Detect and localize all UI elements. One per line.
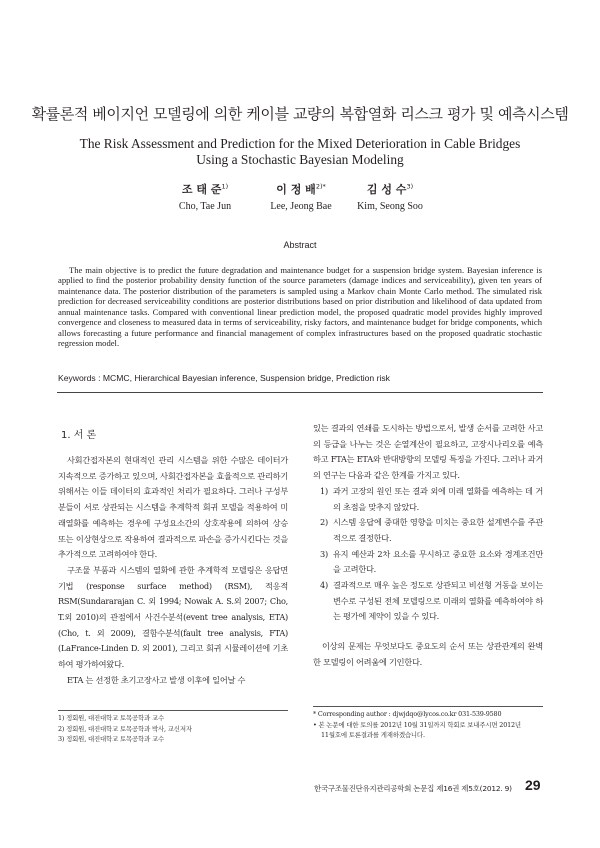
title-en-line-1: The Risk Assessment and Prediction for the Mixed Deterioration in Cable Bridges xyxy=(79,136,521,151)
author-name-en: Kim, Seong Soo xyxy=(357,201,423,212)
paper-title-english xyxy=(0,136,600,168)
paper-title-korean: 확률론적 베이지언 모델링에 의한 케이블 교량의 복합열화 리스크 평가 및 예측시스템 xyxy=(31,105,569,123)
limitations-list xyxy=(313,484,543,625)
list-number: 3) xyxy=(320,548,328,559)
discussion-note: • 본 논문에 대한 토의를 2012년 10월 31일까지 학회로 보내주시면 2012년 xyxy=(313,720,521,729)
body-paragraph: ETA 는 선정한 초기고장사고 발생 이후에 일어날 수 xyxy=(67,674,246,685)
footnote-divider-right xyxy=(313,706,543,707)
keywords-line xyxy=(58,373,542,383)
footnote-divider-left xyxy=(58,710,288,711)
section-heading: 1. 서 론 xyxy=(61,430,97,441)
list-item xyxy=(313,515,543,546)
author-name-ko: 조 태 준 xyxy=(181,183,222,196)
title-en-line-2: Using a Stochastic Bayesian Modeling xyxy=(196,152,404,167)
body-paragraph: 사회간접자본의 현대적인 관리 시스템을 위한 수많은 데이터가 지속적으로 증가하고 있으며, 사회간접자본을 효율적으로 관리하기 위해서는 이들 데이터의 효과적인 처리가 필요하다. 그러나 구성부분들이 서로 상관되는 시스템을 추계학적 회귀 모델을 적용하여 미래열화를 예측하는 경우에 구성요소간의 상호작용에 의하여 상승 또는 이상현상으로 작용하여 결과적으로 파손을 증가시킨다는 것을 추가적으로 고려하여야 한다. xyxy=(58,455,288,560)
discussion-note-cont: 11월호에 토론결과를 게재하겠습니다. xyxy=(321,731,425,739)
list-number: 4) xyxy=(320,580,328,591)
list-number: 2) xyxy=(320,517,328,528)
author-1 xyxy=(150,181,260,212)
corresponding-author: * Corresponding author : djwjdqo@lycos.co.kr 031-539-9580 xyxy=(313,710,502,718)
keywords-label: Keywords xyxy=(58,373,96,383)
body-paragraph: 구조물 부품과 시스템의 열화에 관한 추계학적 모델링은 응답면기법 (response surface method) (RSM), 적응적 RSM(Sundararajan C. 외 1994; Nowak A. S.외 2007; Cho, T.외 2010)의 관점에서 사건수분석(event tree analysis, ETA)(Cho, t. 외 2009), 결함수분석(fault tree analysis, FTA)(LaFrance-Linden D. 외 2001), 그리고 회귀 시뮬레이션에 기초하여 평가하여왔다. xyxy=(58,564,288,670)
page-number: 29 xyxy=(525,777,541,793)
list-text: 시스템 응답에 중대한 영향을 미치는 중요한 설계변수를 주관적으로 결정한다. xyxy=(333,517,543,543)
list-item xyxy=(313,484,543,515)
list-item xyxy=(313,547,543,578)
footnote: 1) 정회원, 대진대학교 토목공학과 교수 xyxy=(58,714,165,722)
journal-citation: 한국구조물진단유지관리공학회 논문집 제16권 제5호(2012. 9) xyxy=(314,784,512,793)
author-3 xyxy=(335,181,445,212)
footnotes-right xyxy=(313,709,521,741)
list-number: 1) xyxy=(320,485,328,496)
author-affiliation-mark: 3) xyxy=(406,182,414,191)
abstract-divider xyxy=(57,392,543,393)
author-name-en: Lee, Jeong Bae xyxy=(270,201,332,212)
abstract-heading: Abstract xyxy=(283,240,317,250)
list-text: 과거 고장의 원인 또는 결과 외에 미래 열화를 예측하는 데 거의 초점을 맞추지 않았다. xyxy=(333,485,543,512)
left-column xyxy=(58,453,288,689)
list-text: 유지 예산과 2차 요소를 무시하고 중요한 요소와 경계조건만을 고려한다. xyxy=(333,548,543,575)
author-name-ko: 김 성 수 xyxy=(366,183,407,196)
abstract-body: The main objective is to predict the future degradation and maintenance budget for a suspension bridge system. Bayesian inference is applied to find the posterior probability density function of the source parameters (damage indices and serviceability), given ten years of maintenance data. The posterior distribution of the parameters is sampled using a Markov chain Monte Carlo method. The simulated risk prediction for decreased serviceability conditions are posterior distributions based on prior distribution and likelihood of data updated from annual maintenance tasks. Compared with conventional linear prediction model, the proposed quadratic model provides highly improved convergence and closeness to measured data in terms of serviceability, risky factors, and maintenance budget for bridge components, which allows forecasting a future performance and financial management of complex infrastructures based on the proposed quadratic stochastic regression model. xyxy=(58,265,542,349)
footnote: 3) 정회원, 대진대학교 토목공학과 교수 xyxy=(58,735,165,743)
body-paragraph: 있는 결과의 연쇄를 도시하는 방법으로서, 발생 순서를 고려한 사고의 등급을 나누는 것은 순열계산이 필요하고, 고장시나리오를 예측하고 FTA는 ETA와 반대방향의 모델링 특징을 가진다. 그러나 과거의 연구는 다음과 같은 한계를 가지고 있다. xyxy=(313,423,543,481)
author-name-en: Cho, Tae Jun xyxy=(178,201,232,212)
author-affiliation-mark: 1) xyxy=(221,182,229,191)
keywords-text: : MCMC, Hierarchical Bayesian inference, Suspension bridge, Prediction risk xyxy=(95,373,390,383)
footnotes-left xyxy=(58,713,192,745)
body-paragraph: 이상의 문제는 무엇보다도 중요도의 순서 또는 상관관계의 완벽한 모델링이 어려움에 기인한다. xyxy=(313,641,543,667)
footnote: 2) 정회원, 대진대학교 토목공학과 박사, 교신저자 xyxy=(58,724,192,733)
author-affiliation-mark: 2)* xyxy=(315,182,326,191)
list-item xyxy=(313,578,543,625)
list-text: 결과적으로 매우 높은 정도로 상관되고 비선형 거동을 보이는 변수로 구성된 전체 모델링으로 미래의 열화를 예측하여야 하는 평가에 제약이 있을 수 있다. xyxy=(333,580,543,622)
author-name-ko: 이 정 배 xyxy=(276,183,316,196)
right-column xyxy=(313,421,543,671)
